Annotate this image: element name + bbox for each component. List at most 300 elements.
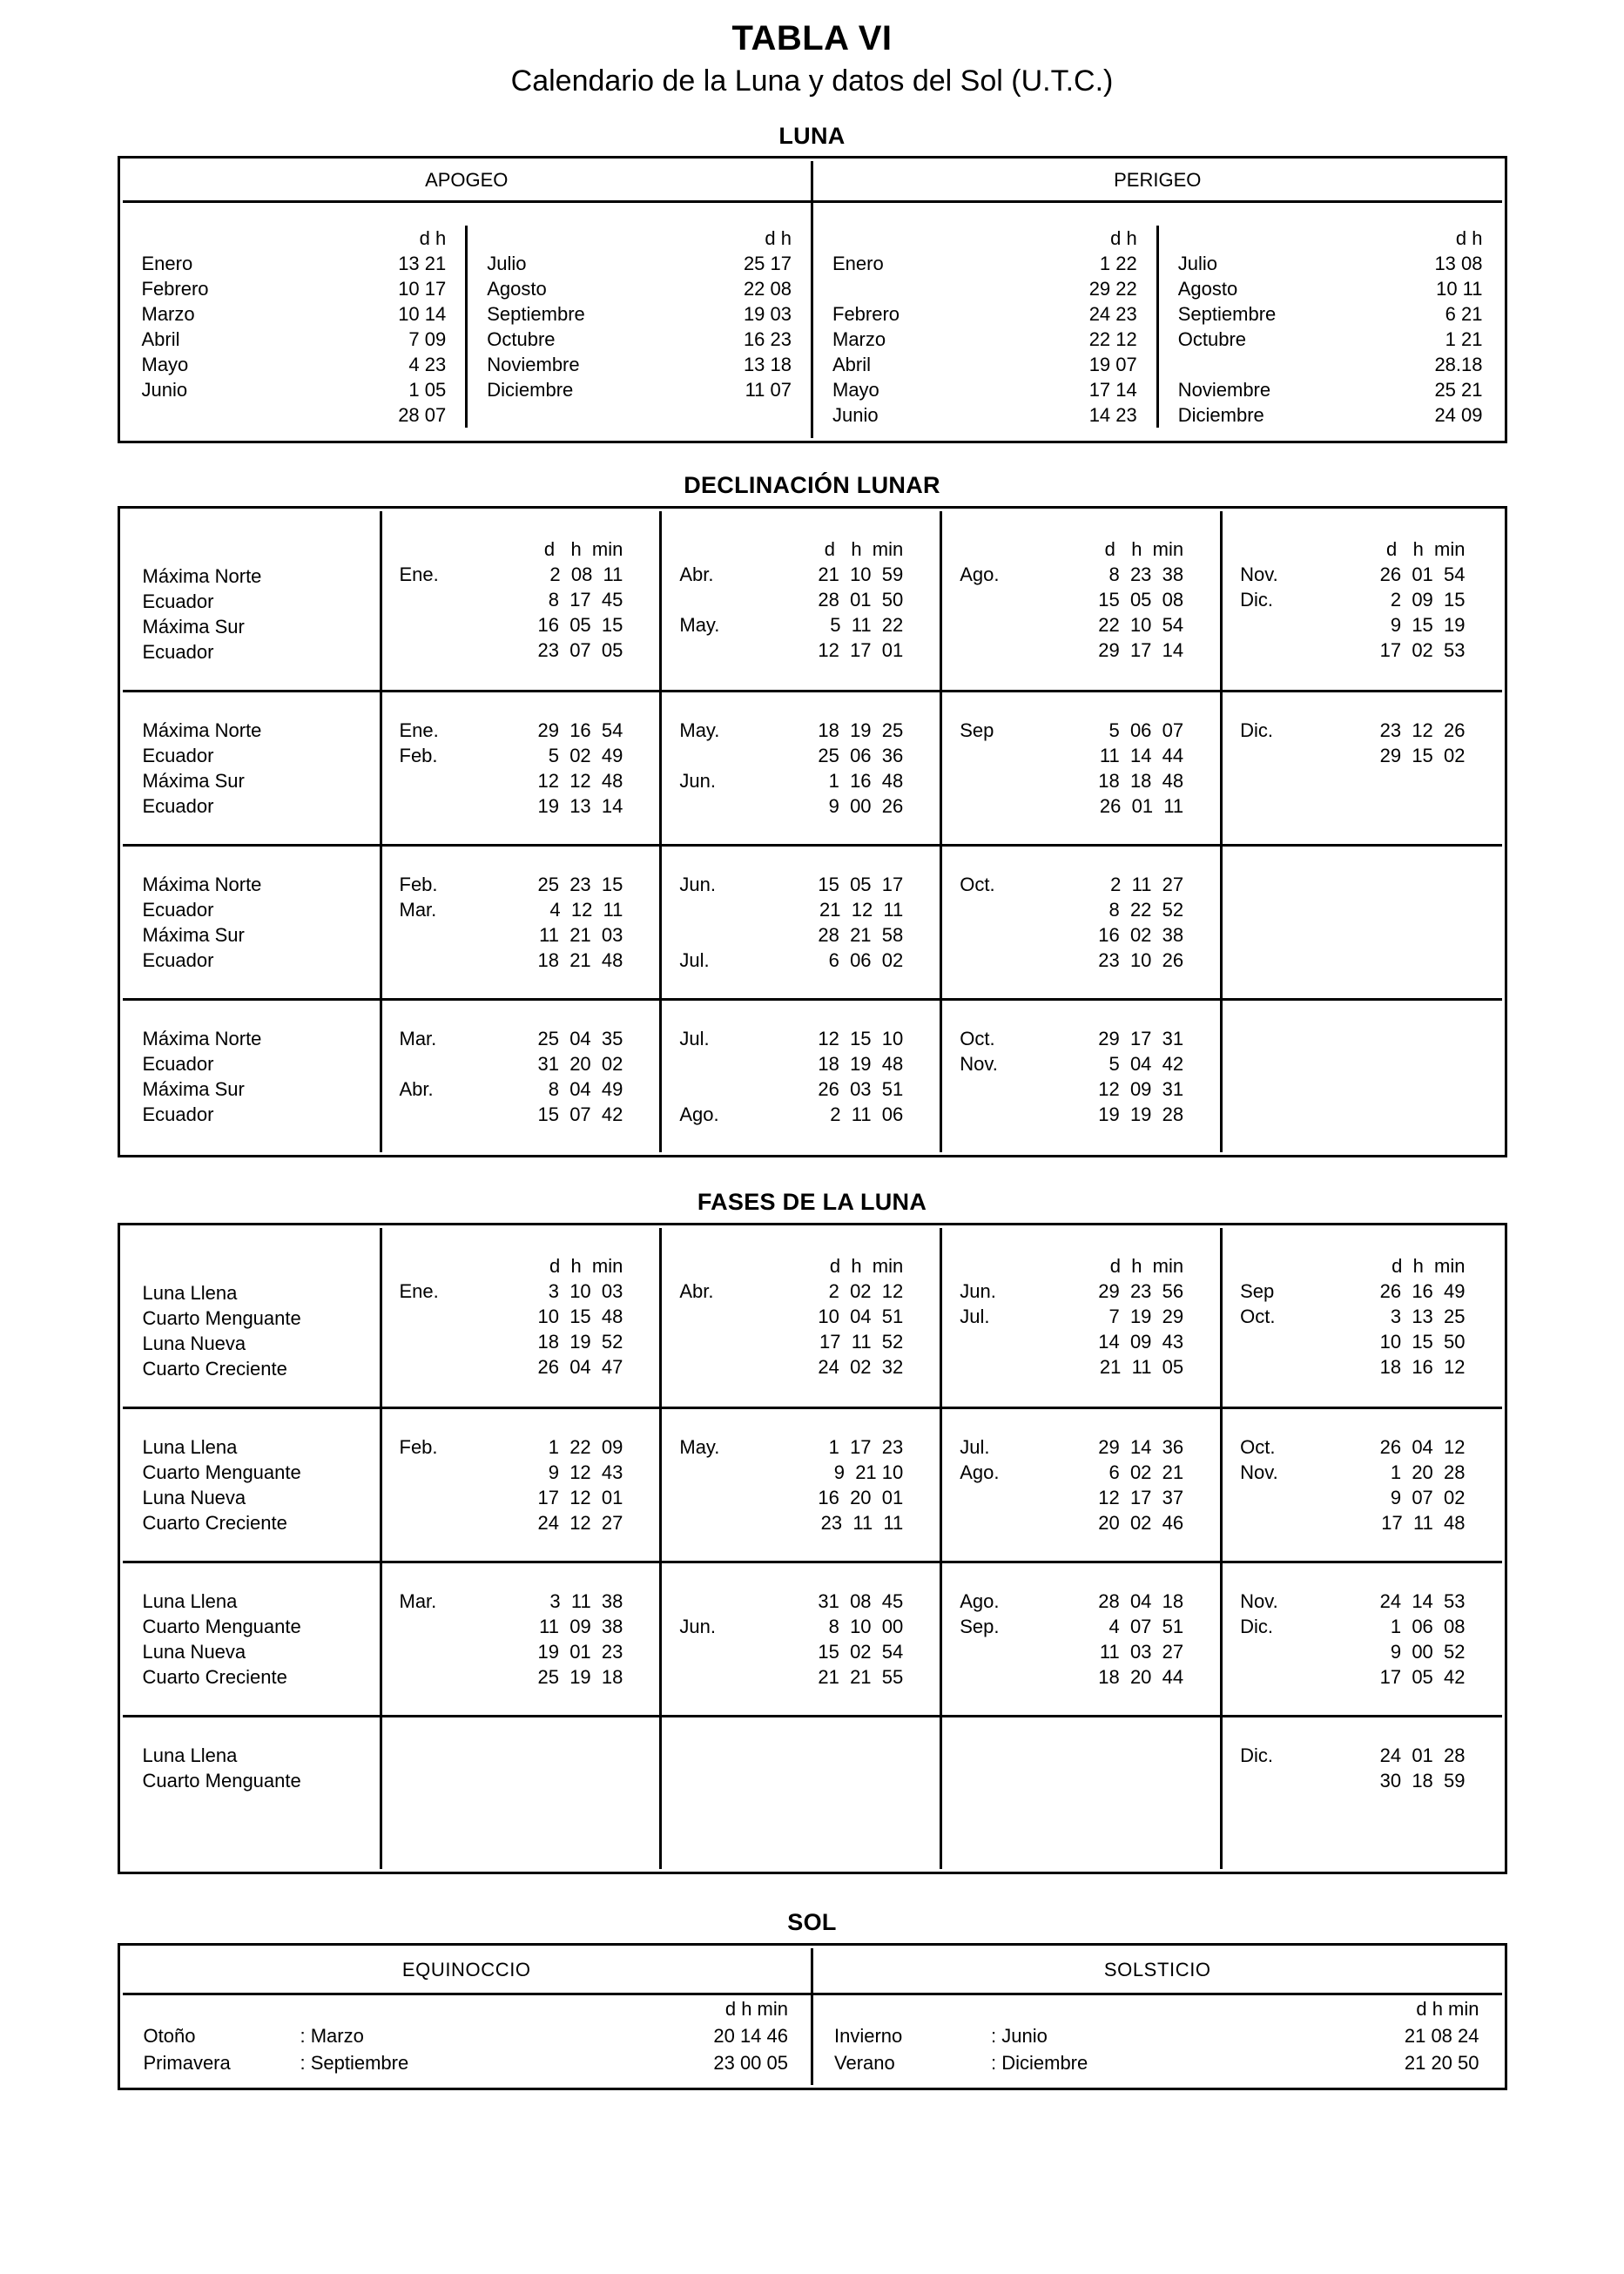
sol-solsticio-body [812, 1994, 1502, 2085]
month-label [382, 1354, 521, 1380]
cell-value: 22 10 54 [1098, 613, 1184, 636]
cell-value: 1 06 08 [1390, 1615, 1466, 1637]
cell-value: 9 12 43 [548, 1461, 623, 1483]
row-label: Ecuador [142, 948, 214, 971]
spacer [382, 1819, 660, 1844]
row-label: Cuarto Menguante [142, 1769, 301, 1792]
row-label: Cuarto Creciente [142, 1357, 287, 1380]
cell-value: 28 01 50 [818, 588, 904, 611]
month-label [662, 638, 800, 663]
spacer [1223, 663, 1501, 688]
month-label [382, 1460, 521, 1485]
month-label: Ene. [399, 1279, 439, 1302]
spacer [942, 536, 1081, 562]
month-label [942, 1354, 1081, 1380]
month-label [1223, 1329, 1362, 1354]
column-header-dhmin: d h min [1386, 537, 1466, 560]
cell-value: 29 14 36 [1098, 1435, 1184, 1458]
spacer [123, 1844, 380, 1869]
spacer [662, 819, 940, 844]
month-label: Nov. [1240, 563, 1278, 585]
row-label: Luna Llena [142, 1435, 238, 1458]
list-item [123, 402, 295, 428]
list-item: Febrero [832, 302, 900, 325]
month-label [942, 612, 1081, 638]
month-label [1223, 612, 1362, 638]
month-label: Jun. [679, 769, 716, 792]
sol-table [118, 1943, 1507, 2090]
row-label: Cuarto Menguante [142, 1615, 301, 1637]
row-label: Cuarto Menguante [142, 1461, 301, 1483]
cell-value [521, 1768, 659, 1793]
spacer [123, 692, 380, 718]
spacer [382, 692, 660, 718]
list-item-value: 1 22 [986, 251, 1158, 276]
list-item: Julio [487, 252, 527, 274]
page-subtitle: Calendario de la Luna y datos del Sol (U.T.C.) [510, 64, 1114, 98]
block-data-column [381, 1407, 661, 1562]
list-item-value: 29 22 [986, 276, 1158, 301]
list-item-value: 22 08 [743, 277, 792, 300]
cell-value: 17 05 42 [1379, 1665, 1466, 1688]
spacer [123, 2076, 812, 2085]
month-label: Dic. [1240, 719, 1274, 741]
spacer [662, 1127, 940, 1152]
month-label: Abr. [679, 563, 714, 585]
list-item-value: 21 20 50 [1404, 2051, 1479, 2074]
spacer [1223, 1819, 1501, 1844]
cell-value: 2 09 15 [1390, 588, 1466, 611]
row-label: Cuarto Creciente [142, 1665, 287, 1688]
month-label [382, 587, 521, 612]
cell-value: 4 12 11 [549, 898, 623, 921]
list-item: Marzo [141, 302, 195, 325]
block-data-column [1222, 1716, 1502, 1869]
month-label: Nov. [1240, 1461, 1278, 1483]
row-label: Máxima Norte [142, 873, 262, 895]
block-data-column [1222, 691, 1502, 845]
month-label [662, 793, 800, 819]
spacer [942, 1409, 1220, 1434]
list-item-value: 4 23 [294, 352, 467, 377]
cell-value: 1 17 23 [828, 1435, 904, 1458]
list-item: Mayo [832, 378, 879, 401]
cell-value: 5 02 49 [548, 744, 623, 766]
cell-value: 9 21 10 [833, 1461, 904, 1483]
cell-value: 17 11 48 [1381, 1511, 1466, 1534]
cell-value: 17 02 53 [1379, 638, 1466, 661]
list-item-month: : Septiembre [300, 2051, 409, 2074]
row-label: Máxima Sur [142, 769, 245, 792]
spacer [813, 428, 1502, 438]
spacer [123, 1793, 380, 1819]
row-label: Cuarto Menguante [142, 1306, 301, 1329]
month-label [1223, 793, 1362, 819]
month-label [662, 922, 800, 948]
month-label: Feb. [399, 744, 438, 766]
month-label: Dic. [1240, 1615, 1274, 1637]
block-row-labels [123, 1407, 381, 1562]
cell-value [1362, 948, 1501, 973]
cell-value: 18 18 48 [1098, 769, 1184, 792]
list-item: Diciembre [487, 378, 574, 401]
list-item: Noviembre [1177, 378, 1271, 401]
month-label [1223, 1076, 1362, 1102]
list-item-value: 25 17 [743, 252, 792, 274]
block-data-column [941, 845, 1222, 999]
page-title: TABLA VI [731, 19, 893, 57]
list-item-month: : Marzo [300, 2024, 364, 2047]
spacer [942, 1253, 1081, 1279]
month-label [382, 1102, 521, 1127]
block-data-column [1222, 1407, 1502, 1562]
spacer [1223, 973, 1501, 998]
spacer [382, 663, 660, 688]
list-item-value: 22 12 [986, 327, 1158, 352]
spacer [382, 1793, 660, 1819]
spacer [662, 692, 940, 718]
list-item [467, 402, 639, 428]
row-label: Ecuador [142, 640, 214, 663]
month-label [1223, 768, 1362, 793]
month-label: Mar. [399, 1589, 437, 1612]
row-label: Luna Llena [142, 1589, 238, 1612]
spacer [1223, 847, 1501, 872]
month-label: Feb. [399, 1435, 438, 1458]
sol-solsticio-colhdr: d h min [1416, 1997, 1479, 2020]
block-row-labels [123, 1228, 381, 1408]
cell-value: 26 16 49 [1379, 1279, 1466, 1302]
spacer [382, 1127, 660, 1152]
spacer [467, 226, 639, 251]
list-item-value: 6 21 [1445, 302, 1483, 325]
month-label [942, 1102, 1081, 1127]
cell-value: 17 11 52 [819, 1330, 904, 1353]
month-label [382, 1485, 521, 1510]
spacer [123, 1995, 292, 2022]
cell-value [1362, 897, 1501, 922]
cell-value: 21 10 59 [818, 563, 904, 585]
block-data-column [941, 691, 1222, 845]
cell-value: 11 09 38 [539, 1615, 623, 1637]
month-label [662, 1768, 800, 1793]
column-header-dhmin: d h min [829, 1254, 904, 1277]
cell-value: 21 11 05 [1099, 1355, 1184, 1378]
month-label [662, 1076, 800, 1102]
month-label: Ene. [399, 719, 439, 741]
spacer [1223, 1409, 1501, 1434]
cell-value: 30 18 59 [1379, 1769, 1466, 1792]
column-header-dhmin: d h min [543, 537, 623, 560]
month-label: Oct. [1240, 1305, 1276, 1327]
spacer [123, 1253, 380, 1280]
spacer [662, 536, 800, 562]
block-row-labels [123, 999, 381, 1152]
month-label [942, 897, 1081, 922]
cell-value: 28 21 58 [818, 923, 904, 946]
month-label: Nov. [1240, 1589, 1278, 1612]
spacer [662, 1690, 940, 1715]
month-label [1223, 1768, 1362, 1793]
block-data-column [381, 511, 661, 692]
list-item-value: 19 03 [743, 302, 792, 325]
cell-value: 23 07 05 [537, 638, 623, 661]
list-item-value: 23 00 05 [713, 2051, 788, 2074]
spacer [123, 1563, 380, 1589]
month-label [942, 1743, 1081, 1768]
list-item: Enero [832, 252, 884, 274]
list-item: Junio [832, 403, 879, 426]
month-label: Ago. [679, 1103, 719, 1125]
list-item-value: 17 14 [986, 377, 1158, 402]
month-label: Sep [960, 719, 994, 741]
spacer [662, 1228, 940, 1253]
spacer [123, 511, 380, 536]
cell-value [801, 1768, 940, 1793]
column-header-dhmin: d h min [1392, 1254, 1466, 1277]
list-item: Otoño [143, 2024, 196, 2047]
cell-value: 26 01 11 [1099, 794, 1184, 817]
cell-value: 15 05 17 [818, 873, 904, 895]
month-label: Mar. [399, 1027, 437, 1049]
cell-value: 3 13 25 [1390, 1305, 1466, 1327]
cell-value: 31 20 02 [537, 1052, 623, 1075]
list-item-value: 19 07 [986, 352, 1158, 377]
month-label: Oct. [960, 873, 995, 895]
spacer [942, 511, 1220, 536]
spacer [942, 1127, 1220, 1152]
month-label: May. [679, 613, 720, 636]
luna-perigeo-header: PERIGEO [812, 161, 1502, 202]
month-label [942, 1485, 1081, 1510]
spacer [813, 203, 1502, 226]
month-label [662, 587, 800, 612]
cell-value: 2 11 27 [1110, 873, 1184, 895]
month-label: Jul. [679, 948, 710, 971]
cell-value: 9 15 19 [1390, 613, 1466, 636]
cell-value: 16 02 38 [1098, 923, 1184, 946]
spacer [942, 1535, 1220, 1561]
month-label [942, 1076, 1081, 1102]
month-label [662, 1354, 800, 1380]
table-row [123, 1562, 1502, 1716]
month-label [1223, 1102, 1362, 1127]
spacer [382, 511, 660, 536]
cell-value: 29 17 31 [1098, 1027, 1184, 1049]
block-row-labels [123, 845, 381, 999]
block-data-column [941, 511, 1222, 692]
row-label: Luna Nueva [142, 1332, 246, 1354]
month-label [942, 1664, 1081, 1690]
month-label [1223, 1354, 1362, 1380]
spacer [662, 1563, 940, 1589]
cell-value: 2 02 12 [828, 1279, 904, 1302]
block-data-column [941, 1407, 1222, 1562]
list-item-value: 1 21 [1445, 327, 1483, 350]
list-item-value: 10 14 [294, 301, 467, 327]
month-label [382, 1614, 521, 1639]
spacer [123, 1409, 380, 1434]
spacer [942, 1844, 1220, 1869]
block-data-column [1222, 845, 1502, 999]
block-data-column [661, 511, 941, 692]
month-label: Jun. [679, 1615, 716, 1637]
cell-value: 8 22 52 [1108, 898, 1184, 921]
table-row [123, 1228, 1502, 1408]
cell-value: 31 08 45 [818, 1589, 904, 1612]
cell-value: 8 04 49 [548, 1077, 623, 1100]
month-label [1223, 1639, 1362, 1664]
spacer [1223, 819, 1501, 844]
block-data-column [381, 691, 661, 845]
month-label [662, 1589, 800, 1614]
list-item: Octubre [1177, 327, 1247, 350]
month-label: Dic. [1240, 588, 1274, 611]
month-label: Oct. [1240, 1435, 1276, 1458]
cell-value: 11 03 27 [1099, 1640, 1184, 1663]
row-label: Máxima Norte [142, 1027, 262, 1049]
list-item-value: 21 08 24 [1404, 2024, 1479, 2047]
month-label [382, 612, 521, 638]
block-data-column [381, 1716, 661, 1869]
cell-value: 12 15 10 [818, 1027, 904, 1049]
luna-table [118, 156, 1507, 443]
spacer [1223, 536, 1362, 562]
spacer [123, 665, 380, 690]
month-label [662, 1051, 800, 1076]
cell-value: 3 11 38 [549, 1589, 623, 1612]
cell-value: 9 07 02 [1390, 1486, 1466, 1508]
spacer [382, 1563, 660, 1589]
sol-equinoccio-body [123, 1994, 812, 2085]
cell-value: 2 08 11 [549, 563, 623, 585]
declinacion-grid [123, 511, 1502, 1152]
list-item: Diciembre [1177, 403, 1264, 426]
cell-value: 1 16 48 [828, 769, 904, 792]
spacer [662, 663, 940, 688]
cell-value: 12 12 48 [537, 769, 623, 792]
cell-value: 7 19 29 [1108, 1305, 1184, 1327]
month-label [662, 1304, 800, 1329]
list-item-value: 1 05 [294, 377, 467, 402]
cell-value [1362, 922, 1501, 948]
month-label [662, 897, 800, 922]
spacer [123, 1717, 380, 1743]
section-title-luna: LUNA [778, 122, 846, 149]
spacer [942, 973, 1220, 998]
cell-value: 19 01 23 [537, 1640, 623, 1663]
month-label: Abr. [679, 1279, 714, 1302]
cell-value: 26 04 12 [1379, 1435, 1466, 1458]
month-label [1223, 638, 1362, 663]
list-item-value: 13 21 [294, 251, 467, 276]
spacer [123, 847, 380, 872]
spacer [1223, 1127, 1501, 1152]
spacer [382, 819, 660, 844]
spacer [662, 1001, 940, 1026]
list-item-value: 13 08 [1434, 252, 1483, 274]
cell-value: 6 02 21 [1108, 1461, 1184, 1483]
spacer [942, 1793, 1220, 1819]
cell-value [1362, 1026, 1501, 1051]
spacer [123, 819, 380, 844]
cell-value: 24 12 27 [537, 1511, 623, 1534]
cell-value: 19 13 14 [537, 794, 623, 817]
cell-value: 23 12 26 [1379, 719, 1466, 741]
spacer [942, 1001, 1220, 1026]
block-data-column [381, 845, 661, 999]
list-item-value [638, 402, 811, 428]
cell-value: 2 11 06 [830, 1103, 904, 1125]
spacer [942, 1563, 1220, 1589]
spacer [942, 1819, 1220, 1844]
spacer [1223, 1535, 1501, 1561]
cell-value: 3 10 03 [548, 1279, 623, 1302]
list-item: Verano [834, 2051, 895, 2074]
spacer [123, 1535, 380, 1561]
cell-value: 15 05 08 [1098, 588, 1184, 611]
block-data-column [381, 1228, 661, 1408]
cell-value: 4 07 51 [1108, 1615, 1184, 1637]
block-data-column [941, 1716, 1222, 1869]
row-label: Luna Nueva [142, 1486, 246, 1508]
month-label [1223, 1051, 1362, 1076]
month-label: Ago. [960, 563, 1000, 585]
list-item: Marzo [832, 327, 886, 350]
list-item: Agosto [1177, 277, 1238, 300]
spacer [382, 1535, 660, 1561]
spacer [942, 819, 1220, 844]
spacer [942, 1228, 1220, 1253]
list-item: Enero [141, 252, 193, 274]
luna-perigeo-left-dh: d h [986, 226, 1158, 251]
spacer [292, 1995, 562, 2022]
cell-value: 10 15 48 [537, 1305, 623, 1327]
month-label [382, 768, 521, 793]
cell-value: 14 09 43 [1098, 1330, 1184, 1353]
month-label: Abr. [399, 1077, 434, 1100]
month-label [942, 638, 1081, 663]
cell-value: 24 01 28 [1379, 1744, 1466, 1766]
cell-value: 12 17 37 [1098, 1486, 1184, 1508]
month-label [1223, 872, 1362, 897]
month-label [662, 1460, 800, 1485]
list-item-value: 25 21 [1434, 378, 1483, 401]
block-data-column [941, 999, 1222, 1152]
spacer [942, 1717, 1220, 1743]
list-item-value: 16 23 [743, 327, 792, 350]
month-label [382, 948, 521, 973]
spacer [662, 1819, 940, 1844]
cell-value: 17 12 01 [537, 1486, 623, 1508]
month-label [382, 1329, 521, 1354]
block-row-labels [123, 691, 381, 845]
spacer [382, 1228, 660, 1253]
spacer [1157, 226, 1330, 251]
cell-value [1362, 768, 1501, 793]
cell-value: 21 12 11 [819, 898, 904, 921]
month-label [382, 922, 521, 948]
month-label: May. [679, 1435, 720, 1458]
spacer [813, 1995, 982, 2022]
month-label [382, 1664, 521, 1690]
cell-value: 23 11 11 [820, 1511, 904, 1534]
table-row [123, 999, 1502, 1152]
spacer [813, 2076, 1502, 2085]
list-item: Noviembre [487, 353, 580, 375]
table-row [123, 511, 1502, 692]
month-label: Jun. [679, 873, 716, 895]
